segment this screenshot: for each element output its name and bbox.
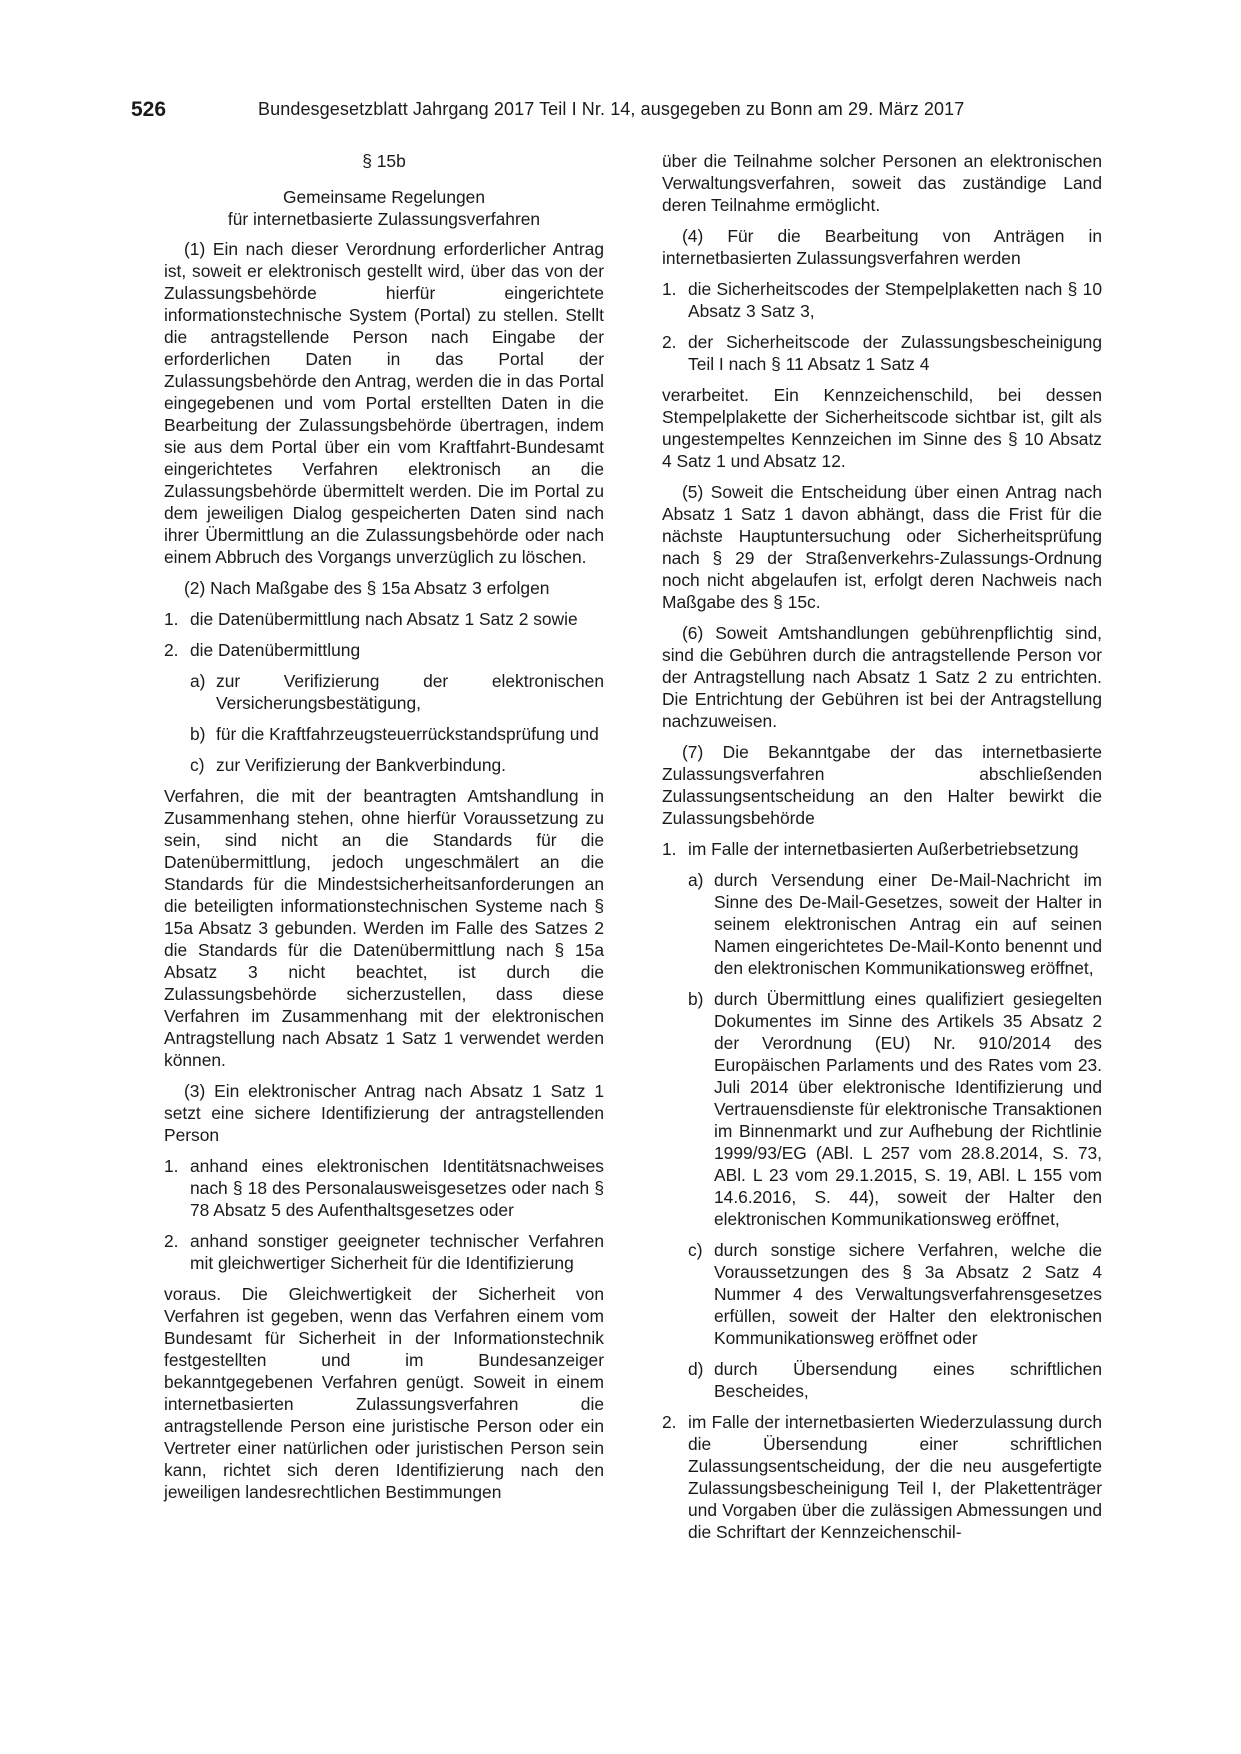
running-head: Bundesgesetzblatt Jahrgang 2017 Teil I Nr. 14, ausgegeben zu Bonn am 29. März 2017 [258,99,965,119]
section-title-line-1: Gemeinsame Regelungen [282,187,486,207]
sub-list-item [662,869,1102,979]
list-item [164,1230,604,1274]
list-item-text: der Sicherheitscode der Zulassungsbescheinigung Teil I nach § 11 Absatz 1 Satz 4 [688,332,1102,374]
section-title-line-2: für internetbasierte Zulassungsverfahren [227,209,541,229]
sub-list-item-text: durch Versendung einer De-Mail-Nachricht im Sinne des De-Mail-Gesetzes, soweit der Halter in seinem elektronischen Antrag ein auf seinen Namen eingerichtetes De-Mail-Konto benennt und den elektronischen Kommunikationsweg eröffnet, [714,870,1102,978]
paragraph-3-tail: über die Teilnahme solcher Personen an elektronischen Verwaltungsverfahren, soweit das zuständige Land deren Teilnahme ermöglicht. [662,151,1102,215]
list-item-label: 1. [662,839,677,859]
list-item [662,838,1102,860]
list-item [662,278,1102,322]
paragraph-2-intro: (2) Nach Maßgabe des § 15a Absatz 3 erfolgen [184,578,550,598]
sub-list-item-text: zur Verifizierung der Bankverbindung. [216,755,507,775]
paragraph-4-intro: (4) Für die Bearbeitung von Anträgen in internetbasierten Zulassungsverfahren werden [662,226,1102,268]
section-number: § 15b [362,151,406,171]
paragraph-7-intro: (7) Die Bekanntgabe der das internetbasierte Zulassungsverfahren abschließenden Zulassungsentscheidung an den Halter bewirkt die Zulassungsbehörde [662,742,1102,828]
paragraph-2-continuation: Verfahren, die mit der beantragten Amtshandlung in Zusammenhang stehen, ohne hierfür Voraussetzung zu sein, sind nicht an die Standards für die Datenübermittlung, jedoch ungeschmälert an die Standards für die Mindestsicherheitsanforderungen an die beteiligten informationstechnischen Systeme nach § 15a Absatz 3 gebunden. Werden im Falle des Satzes 2 die Standards für die Datenübermittlung nach § 15a Absatz 3 nicht beachtet, ist durch die Zulassungsbehörde sicherzustellen, dass diese Verfahren im Zusammenhang mit der elektronischen Antragstellung nach Absatz 1 Satz 1 verwendet werden können. [164,786,604,1070]
list-item-label: 1. [164,1156,179,1176]
sub-list-item-label: a) [688,870,704,890]
list-item-text: anhand eines elektronischen Identitätsnachweises nach § 18 des Personalausweisgesetzes oder nach § 78 Absatz 5 des Aufenthaltsgesetzes oder [190,1156,604,1220]
list-item-label: 1. [164,609,179,629]
paragraph-4-continuation: verarbeitet. Ein Kennzeichenschild, bei dessen Stempelplakette der Sicherheitscode sichtbar ist, gilt als ungestempeltes Kennzeichen im Sinne des § 10 Absatz 4 Satz 1 und Absatz 12. [662,385,1102,471]
list-item [164,1155,604,1221]
paragraph-1: (1) Ein nach dieser Verordnung erforderlicher Antrag ist, soweit er elektronisch gestellt wird, über das von der Zulassungsbehörde hierfür eingerichtete informationstechnische System (Portal) zu stellen. Stellt die antragstellende Person nach Eingabe der erforderlichen Daten in das Portal der Zulassungsbehörde den Antrag, werden die in das Portal eingegebenen und vom Portal erstellten Daten in die Bearbeitung der Zulassungsbehörde übertragen, indem sie aus dem Portal über ein vom Kraftfahrt-Bundesamt eingerichtetes Verfahren elektronisch an die Zulassungsbehörde übermittelt werden. Die im Portal zu dem jeweiligen Dialog gespeicherten Daten sind nach ihrer Übermittlung an die Zulassungsbehörde oder nach einem Abbruch des Vorgangs unverzüglich zu löschen. [164,239,604,567]
left-column [164,150,604,1512]
list-item [164,608,604,630]
sub-list-item [164,670,604,714]
paragraph-6: (6) Soweit Amtshandlungen gebührenpflichtig sind, sind die Gebühren durch die antragstellende Person vor der Antragstellung nach Absatz 1 Satz 2 zu entrichten. Die Entrichtung der Gebühren ist bei der Antragstellung nachzuweisen. [662,623,1102,731]
sub-list-item [164,754,604,776]
list-item-label: 2. [662,1412,677,1432]
list-item-text: im Falle der internetbasierten Außerbetriebsetzung [688,839,1079,859]
sub-list-item-label: c) [190,755,205,775]
paragraph-3-intro: (3) Ein elektronischer Antrag nach Absatz 1 Satz 1 setzt eine sichere Identifizierung der antragstellenden Person [164,1081,604,1145]
paragraph-3-continuation: voraus. Die Gleichwertigkeit der Sicherheit von Verfahren ist gegeben, wenn das Verfahren einem vom Bundesamt für Sicherheit in der Informationstechnik festgestellten und im Bundesanzeiger bekanntgegebenen Verfahren genügt. Soweit in einem internetbasierten Zulassungsverfahren die antragstellende Person eine juristische Person oder ein Vertreter einer natürlichen oder juristischen Person sein kann, richtet sich deren Identifizierung nach den jeweiligen landesrechtlichen Bestimmungen [164,1284,604,1502]
list-item-label: 2. [662,332,677,352]
sub-list-item-text: für die Kraftfahrzeugsteuerrückstandsprüfung und [216,724,599,744]
sub-list-item-label: b) [688,989,704,1009]
list-item-text: im Falle der internetbasierten Wiederzulassung durch die Übersendung einer schriftlichen Zulassungsentscheidung, der die neu ausgefertigte Zulassungsbescheinigung Teil I, der Plakettenträger und Vorgaben über die zulässigen Abmessungen und die Schriftart der Kennzeichenschil- [688,1412,1102,1542]
list-item-label: 1. [662,279,677,299]
sub-list-item [662,1358,1102,1402]
list-item [662,331,1102,375]
list-item-text: anhand sonstiger geeigneter technischer Verfahren mit gleichwertiger Sicherheit für die Identifizierung [190,1231,604,1273]
sub-list-item-label: c) [688,1240,703,1260]
right-column [662,150,1102,1552]
list-item-text: die Datenübermittlung nach Absatz 1 Satz 2 sowie [190,609,578,629]
sub-list-item-text: durch Übermittlung eines qualifiziert gesiegelten Dokumentes im Sinne des Artikels 35 Absatz 2 der Verordnung (EU) Nr. 910/2014 des Europäischen Parlaments und des Rates vom 23. Juli 2014 über elektronische Identifizierung und Vertrauensdienste für elektronische Transaktionen im Binnenmarkt und zur Aufhebung der Richtlinie 1999/93/EG (ABl. L 257 vom 28.8.2014, S. 73, ABl. L 23 vom 29.1.2015, S. 19, ABl. L 155 vom 14.6.2016, S. 44), soweit der Halter den elektronischen Kommunikationsweg eröffnet, [714,989,1102,1229]
sub-list-item-text: durch sonstige sichere Verfahren, welche die Voraussetzungen des § 3a Absatz 2 Satz 4 Nummer 4 des Verwaltungsverfahrensgesetzes erfüllen, soweit der Halter den elektronischen Kommunikationsweg eröffnet oder [714,1240,1102,1348]
sub-list-item [164,723,604,745]
sub-list-item-label: d) [688,1359,704,1379]
paragraph-5: (5) Soweit die Entscheidung über einen Antrag nach Absatz 1 Satz 1 davon abhängt, dass die Frist für die nächste Hauptuntersuchung oder Sicherheitsprüfung nach § 29 der Straßenverkehrs-Zulassungs-Ordnung noch nicht abgelaufen ist, erfolgt deren Nachweis nach Maßgabe des § 15c. [662,482,1102,612]
sub-list-item-text: zur Verifizierung der elektronischen Versicherungsbestätigung, [216,671,604,713]
sub-list-item-label: a) [190,671,206,691]
list-item-label: 2. [164,640,179,660]
sub-list-item [662,1239,1102,1349]
section-title [164,186,604,230]
sub-list-item-text: durch Übersendung eines schriftlichen Bescheides, [714,1359,1102,1401]
list-item-label: 2. [164,1231,179,1251]
list-item-text: die Sicherheitscodes der Stempelplaketten nach § 10 Absatz 3 Satz 3, [688,279,1102,321]
list-item [662,1411,1102,1543]
list-item [164,639,604,661]
list-item-text: die Datenübermittlung [190,640,361,660]
page-number: 526 [131,98,167,121]
sub-list-item [662,988,1102,1230]
sub-list-item-label: b) [190,724,206,744]
